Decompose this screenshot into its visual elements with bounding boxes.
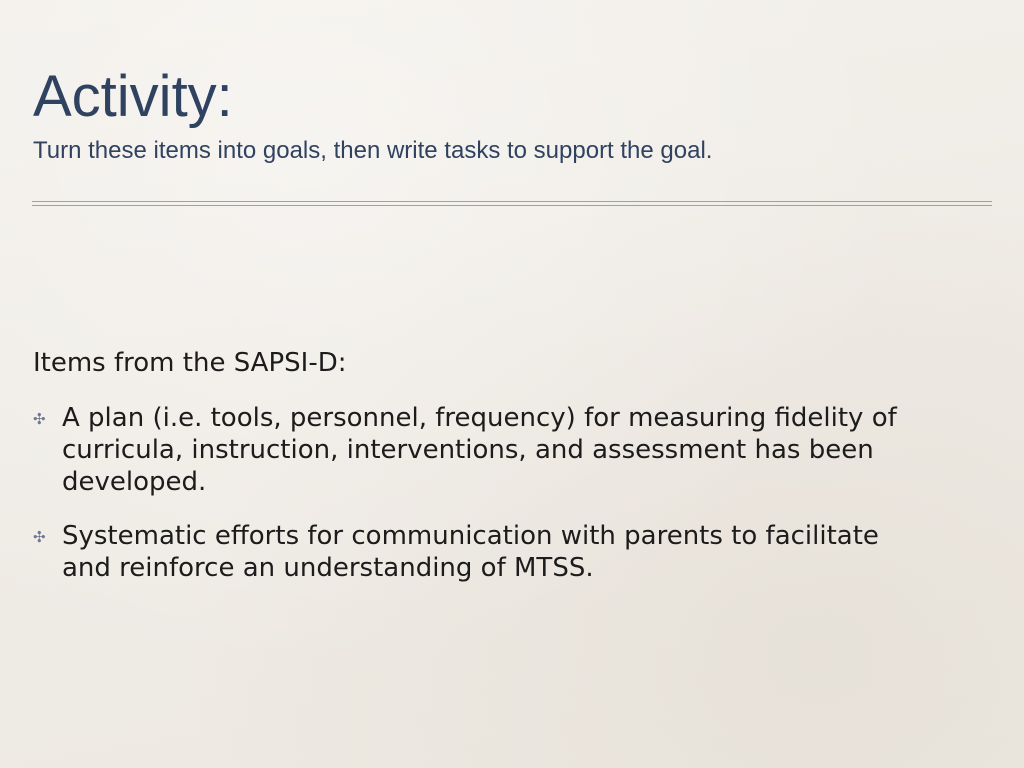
slide-subtitle: Turn these items into goals, then write tasks to support the goal. [33,137,713,164]
bullet-text: Systematic efforts for communication with parents to facilitate and reinforce an understanding of MTSS. [62,521,879,583]
slide-body [33,346,953,606]
title-divider-top [32,201,992,202]
bullet-list [33,402,953,584]
list-item [33,402,953,498]
cross-bullet-icon: ✣ [33,410,46,428]
title-divider-bottom [32,205,992,206]
cross-bullet-icon: ✣ [33,528,46,546]
items-intro: Items from the SAPSI-D: [33,348,347,378]
list-item [33,520,953,584]
bullet-text: A plan (i.e. tools, personnel, frequency) for measuring fidelity of curricula, instruction, interventions, and assessment has been developed. [62,403,897,497]
slide-title: Activity: [33,64,233,129]
